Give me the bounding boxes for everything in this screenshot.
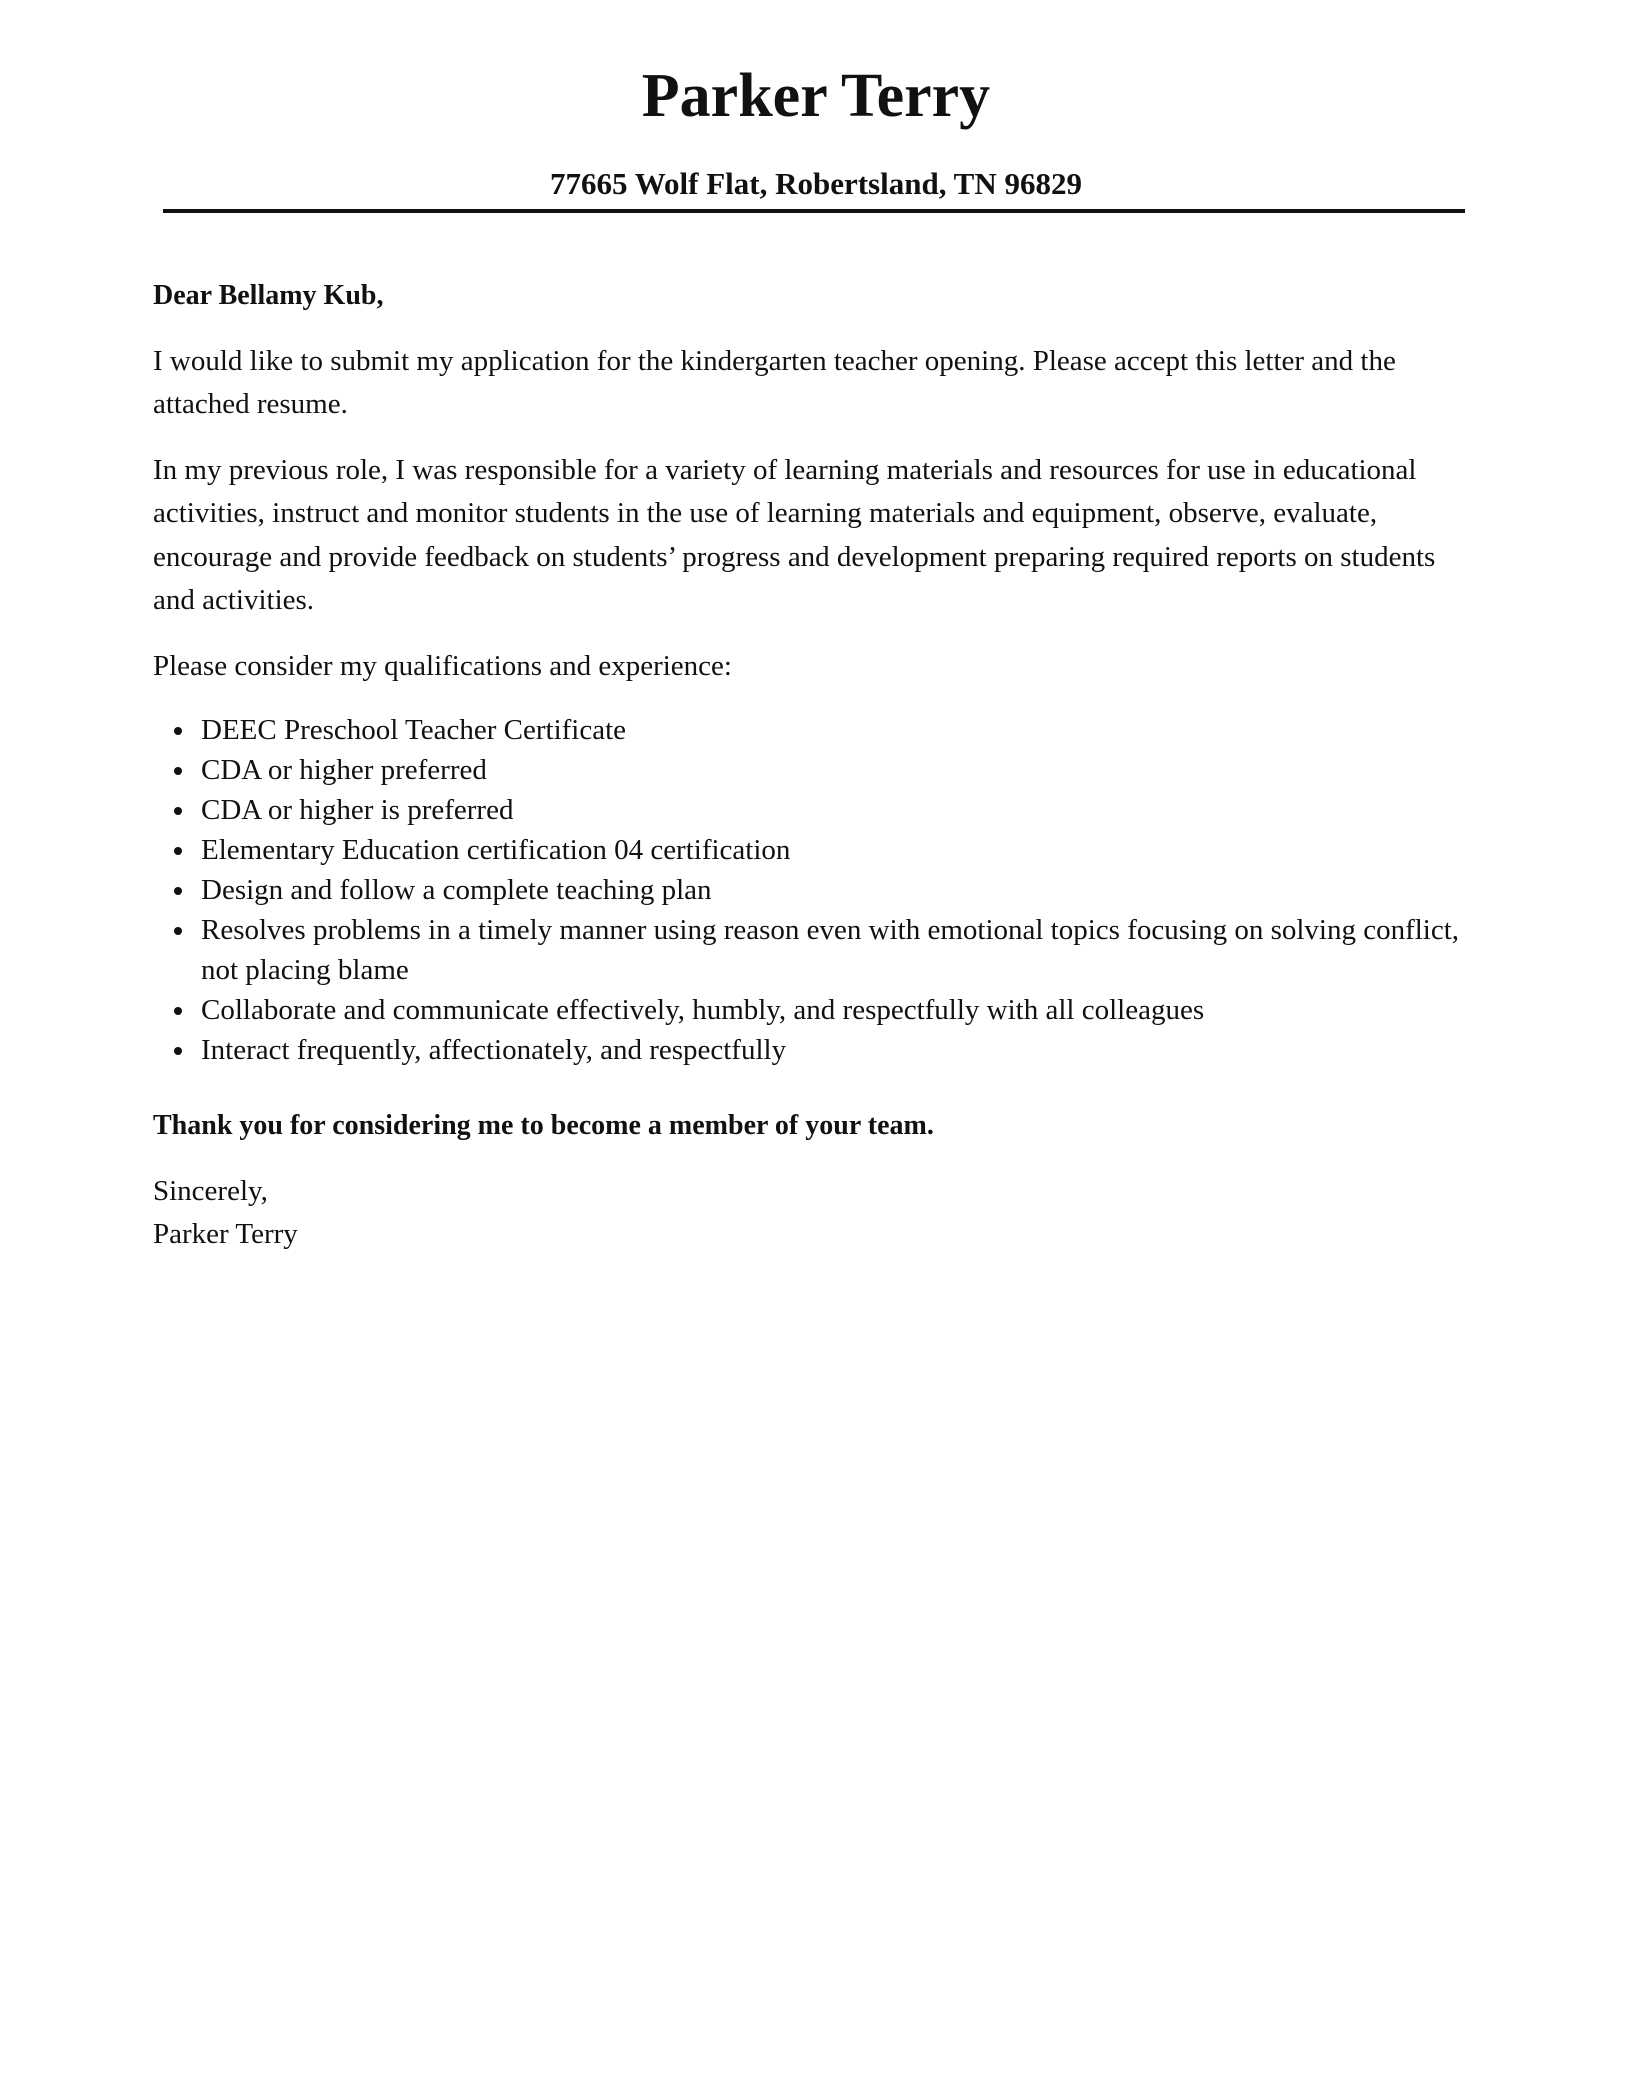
qualifications-list — [153, 710, 1483, 1070]
intro-paragraph: I would like to submit my application for the kindergarten teacher opening. Please accept this letter and the attached resume. — [153, 344, 1396, 420]
sender-address: 77665 Wolf Flat, Robertsland, TN 96829 — [550, 166, 1082, 201]
header-divider — [163, 209, 1465, 213]
signature: Parker Terry — [153, 1218, 298, 1250]
signoff-block — [153, 1170, 1483, 1257]
qualification-item: CDA or higher preferred — [201, 750, 1483, 790]
qualifications-intro: Please consider my qualifications and experience: — [153, 649, 732, 682]
closing-statement: Thank you for considering me to become a member of your team. — [153, 1110, 934, 1141]
qualification-item: Elementary Education certification 04 certification — [201, 830, 1483, 870]
qualification-item: CDA or higher is preferred — [201, 790, 1483, 830]
sender-name: Parker Terry — [641, 62, 991, 130]
signoff: Sincerely, — [153, 1174, 268, 1207]
experience-paragraph: In my previous role, I was responsible for a variety of learning materials and resources for use in educational activities, instruct and monitor students in the use of learning materials and equipment, observe, evaluate, encourage and provide feedback on students’ progress and development preparing required reports on students and activities. — [153, 453, 1436, 616]
qualification-item: Collaborate and communicate effectively, humbly, and respectfully with all colleagues — [201, 990, 1483, 1030]
letter-body — [153, 274, 1483, 1257]
qualification-item: Design and follow a complete teaching plan — [201, 870, 1483, 910]
qualification-item: DEEC Preschool Teacher Certificate — [201, 710, 1483, 750]
salutation: Dear Bellamy Kub, — [153, 280, 384, 311]
qualification-item: Resolves problems in a timely manner using reason even with emotional topics focusing on solving conflict, not placing blame — [201, 910, 1483, 990]
qualification-item: Interact frequently, affectionately, and respectfully — [201, 1030, 1483, 1070]
